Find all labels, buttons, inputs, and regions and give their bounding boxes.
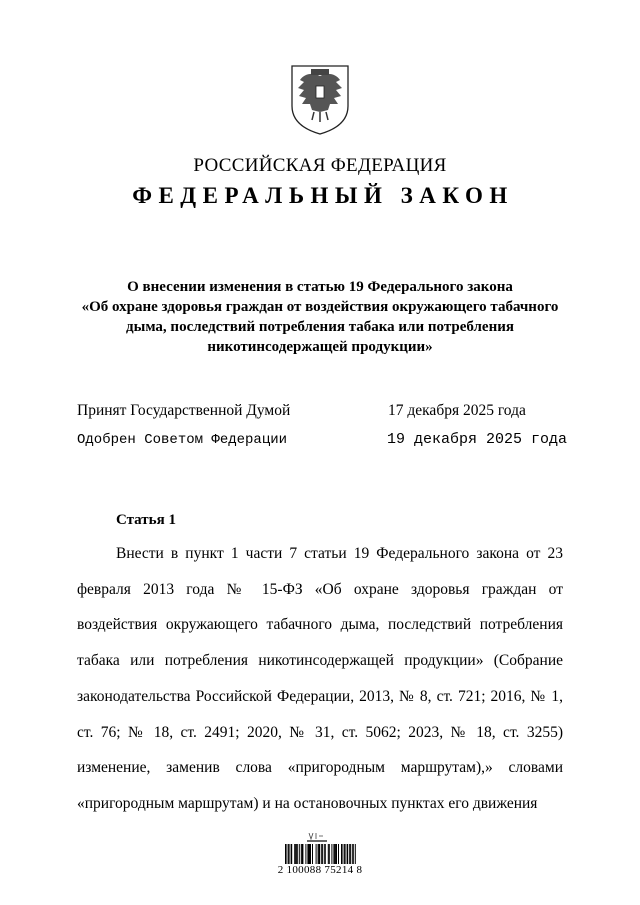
article-paragraph: Внести в пункт 1 части 7 статьи 19 Федерального закона от 23 февраля 2013 года № 15-ФЗ «Об охране здоровья граждан от воздействия окружающего табачного дыма, последствий потребления табака или потребления никотинсодержащей продукции» (Собрание законодательства Российской Федерации, 2013, № 8, ст. 721; 2016, № 1, ст. 76; № 18, ст. 2491; 2020, № 31, ст. 5062; 2023, № 18, ст. 3255) изменение, заменив слова «пригородным маршрутам),» словами «пригородным маршрутам) и на остановочных пунктах его движения <box>77 545 563 812</box>
council-approval-date: 19 декабря 2025 года <box>387 431 568 448</box>
law-title-line: дыма, последствий потребления табака или потребления <box>126 319 514 335</box>
law-title-line: никотинсодержащей продукции» <box>207 339 433 355</box>
law-title-line: О внесении изменения в статью 19 Федерального закона <box>127 279 513 295</box>
barcode-stamp-mark <box>307 833 327 842</box>
duma-adoption-label: Принят Государственной Думой <box>77 402 291 419</box>
coat-of-arms-emblem <box>288 62 352 136</box>
law-title-line: «Об охране здоровья граждан от воздействия окружающего табачного <box>81 299 559 315</box>
law-title <box>60 277 580 357</box>
country-heading: РОССИЙСКАЯ ФЕДЕРАЦИЯ <box>193 155 447 176</box>
barcode-number: 2 100088 75214 8 <box>277 864 363 876</box>
article-body <box>77 536 563 822</box>
council-approval-label: Одобрен Советом Федерации <box>77 432 288 448</box>
law-type-heading: ФЕДЕРАЛЬНЫЙ ЗАКОН <box>132 183 514 208</box>
barcode-bars <box>285 844 356 864</box>
article-heading: Статья 1 <box>116 512 176 528</box>
duma-adoption-date: 17 декабря 2025 года <box>388 402 526 419</box>
